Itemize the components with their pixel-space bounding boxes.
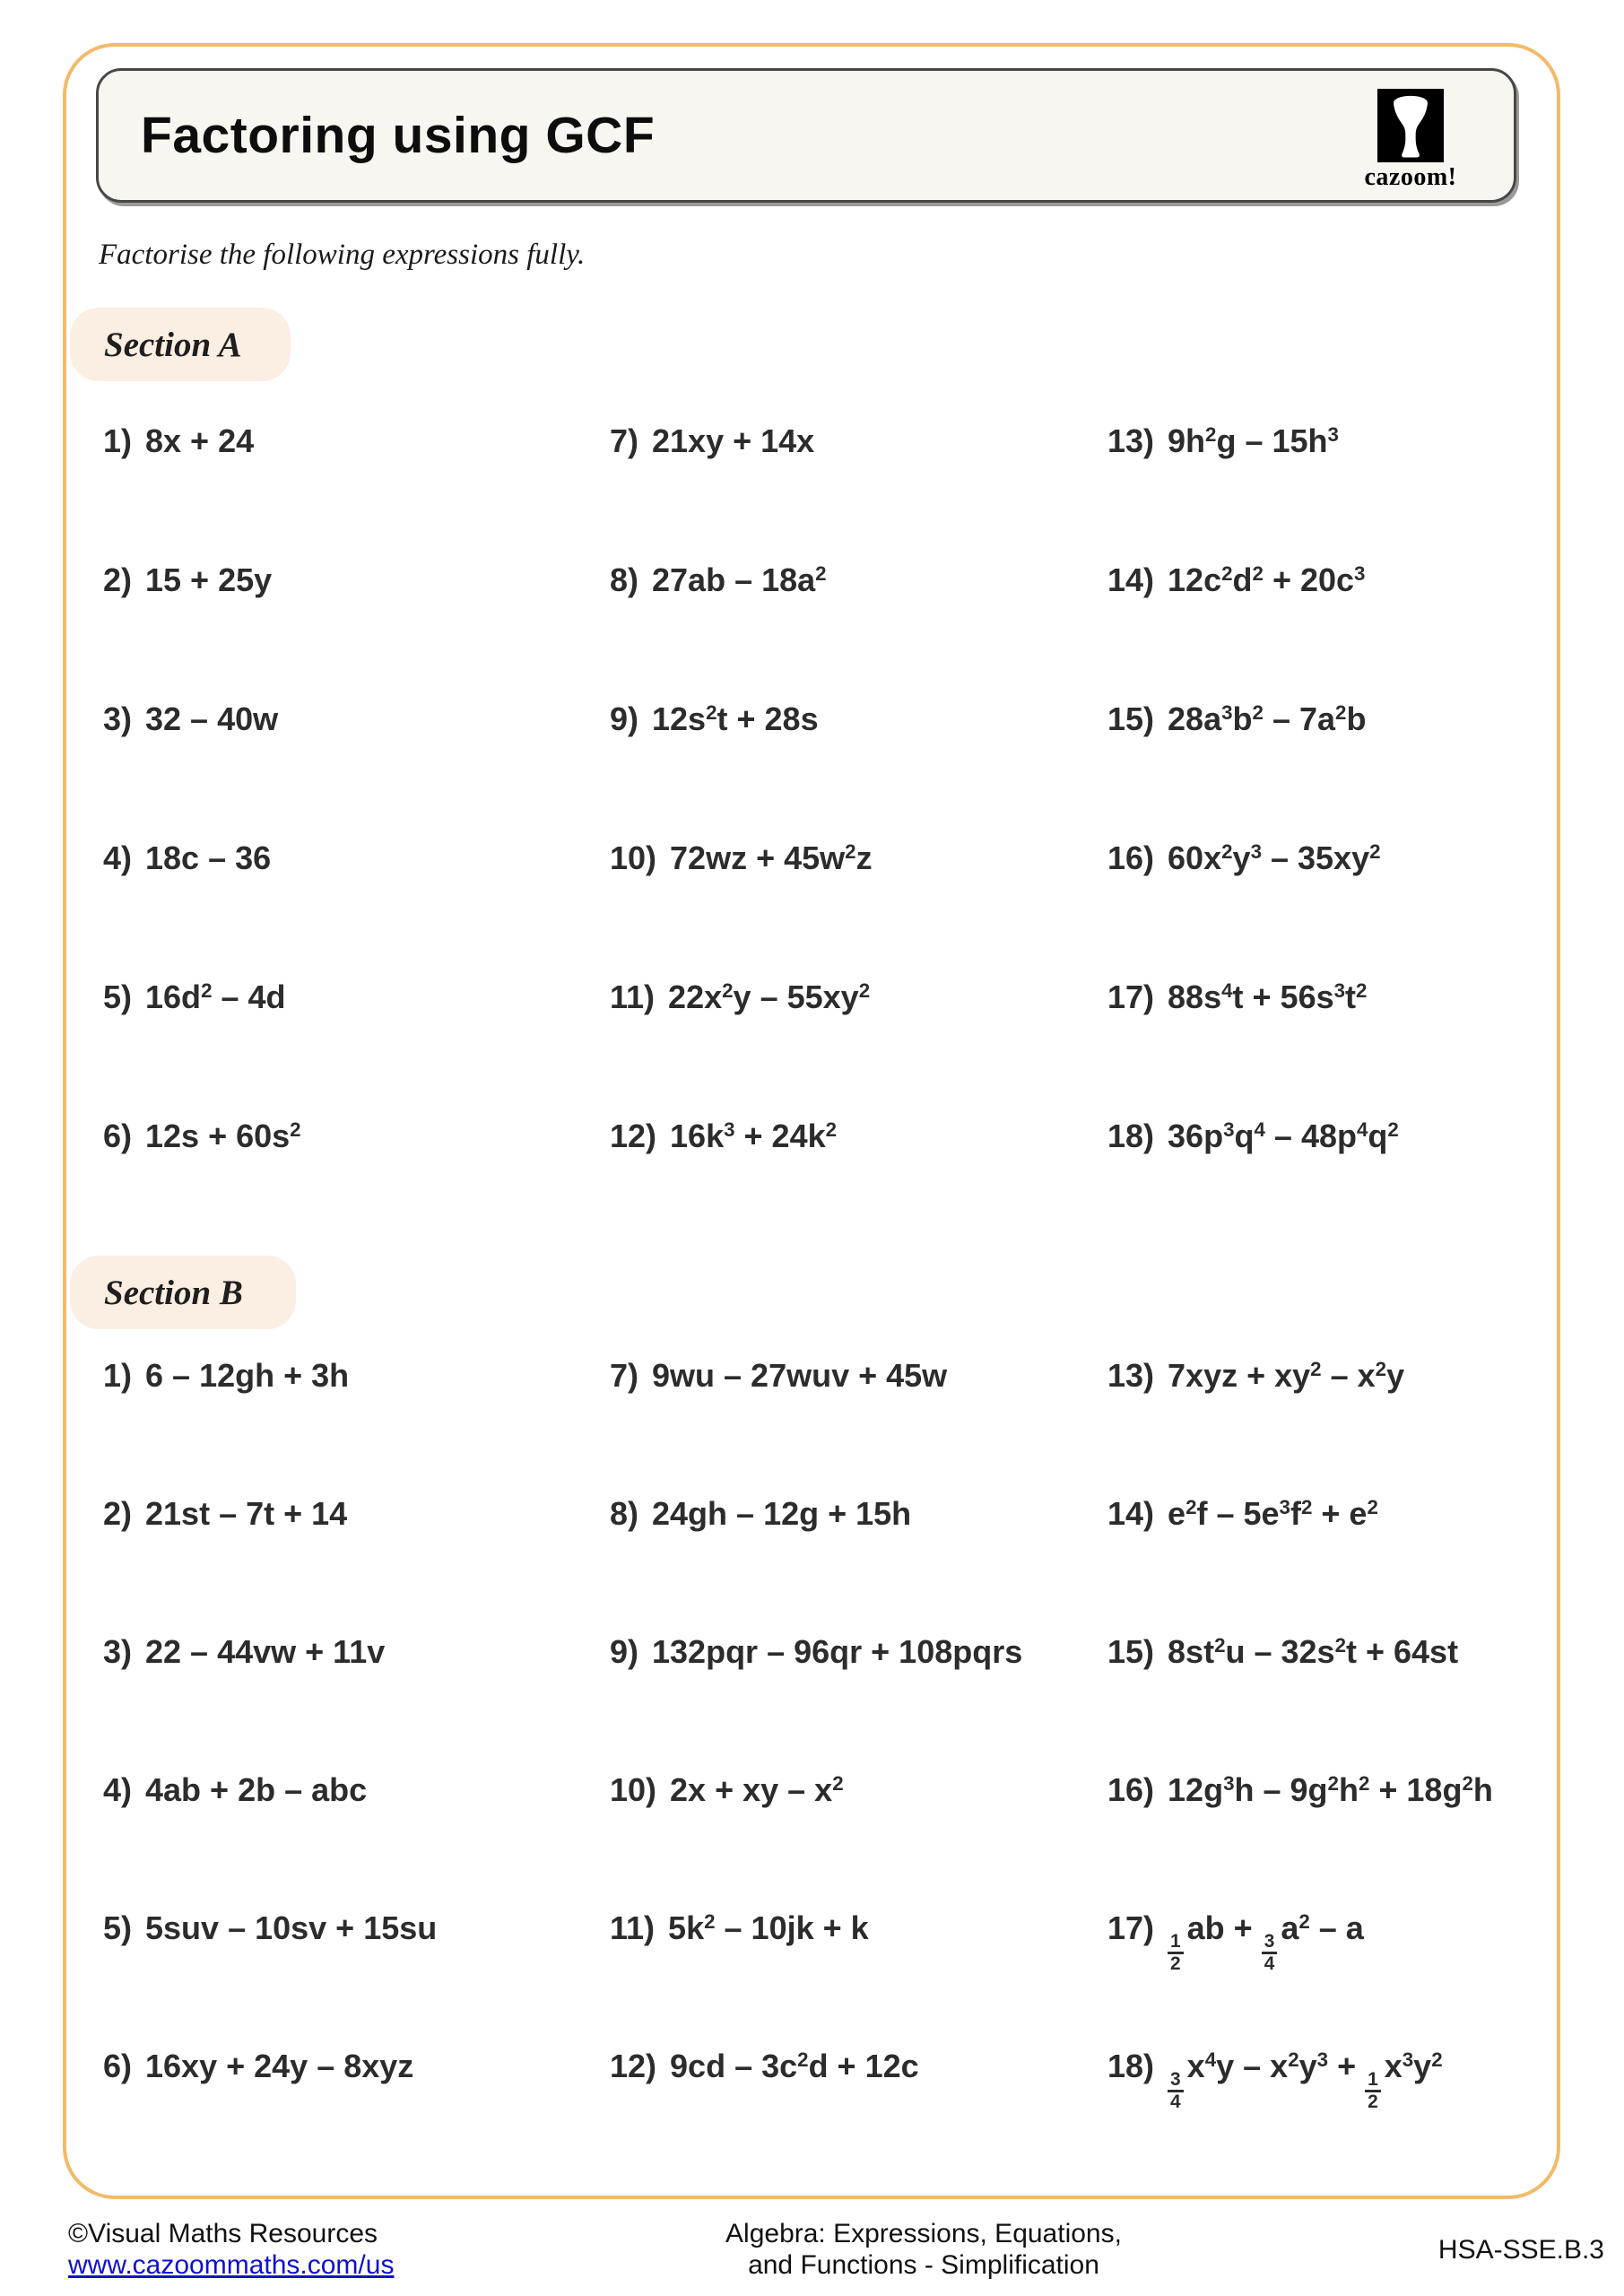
problem-expression: 21xy + 14x bbox=[652, 422, 815, 459]
fraction: $\frac{1}{2}$ bbox=[1168, 1932, 1184, 1975]
problem-expression: 5suv – 10sv + 15su bbox=[145, 1909, 438, 1946]
problem-item bbox=[103, 1632, 610, 1770]
problem-item bbox=[1107, 978, 1524, 1117]
page-title: Factoring using GCF bbox=[141, 107, 656, 164]
problem-expression: $22x^2y - 55xy^2$ bbox=[668, 978, 871, 1015]
problem-item bbox=[103, 422, 610, 561]
problem-item bbox=[103, 1770, 610, 1909]
problem-number: 15) bbox=[1107, 700, 1155, 737]
problem-number: 1) bbox=[103, 422, 133, 459]
problem-expression: $8st^2u - 32s^2t + 64st$ bbox=[1168, 1633, 1459, 1670]
problem-number: 3) bbox=[103, 1633, 133, 1670]
problem-expression: 16xy + 24y – 8xyz bbox=[145, 2048, 414, 2084]
problem-item bbox=[1107, 422, 1524, 561]
problem-item bbox=[103, 978, 610, 1117]
problem-number: 9) bbox=[610, 700, 639, 737]
problem-number: 5) bbox=[103, 978, 133, 1015]
problem-number: 10) bbox=[610, 1771, 657, 1808]
problem-number: 13) bbox=[1107, 1357, 1155, 1394]
problem-expression: $12s^2t + 28s$ bbox=[652, 700, 819, 737]
problem-number: 18) bbox=[1107, 1118, 1155, 1154]
problem-expression: 22 – 44vw + 11v bbox=[145, 1633, 386, 1670]
footer-subject-block bbox=[664, 2219, 1184, 2282]
problem-number: 16) bbox=[1107, 1771, 1155, 1808]
problem-expression: $72wz + 45w^2z$ bbox=[670, 839, 873, 876]
problem-number: 11) bbox=[610, 978, 656, 1015]
problem-number: 7) bbox=[610, 1357, 639, 1394]
copyright-text: ©Visual Maths Resources bbox=[68, 2219, 378, 2248]
problem-number: 6) bbox=[103, 2048, 133, 2084]
problem-expression: $16k^3 + 24k^2$ bbox=[670, 1118, 838, 1154]
section-b-badge bbox=[70, 1256, 296, 1329]
problem-expression: 8x + 24 bbox=[145, 422, 255, 459]
subject-line-1: Algebra: Expressions, Equations, bbox=[725, 2219, 1122, 2248]
problem-item bbox=[610, 1909, 1107, 2047]
problem-number: 4) bbox=[103, 1771, 133, 1808]
problem-item bbox=[610, 1770, 1107, 1909]
problem-expression: 4ab + 2b – abc bbox=[145, 1771, 368, 1808]
problem-expression: 9wu – 27wuv + 45w bbox=[652, 1357, 948, 1394]
problem-expression: 132pqr – 96qr + 108pqrs bbox=[652, 1633, 1023, 1670]
problem-expression: $60x^2y^3 - 35xy^2$ bbox=[1168, 839, 1381, 876]
problem-expression: $27ab - 18a^2$ bbox=[652, 561, 827, 598]
problem-expression: 2x + xy – $x^2$ bbox=[670, 1771, 844, 1808]
problem-number: 12) bbox=[610, 1118, 657, 1154]
problem-item bbox=[1107, 561, 1524, 700]
problem-expression: $7xyz + xy^2 - x^2y$ bbox=[1168, 1357, 1405, 1394]
worksheet-title-box bbox=[96, 68, 1516, 203]
problem-item bbox=[610, 978, 1107, 1117]
problem-number: 2) bbox=[103, 561, 133, 598]
fraction: $\frac{3}{4}$ bbox=[1262, 1932, 1278, 1975]
problem-item bbox=[610, 422, 1107, 561]
problem-expression: $\frac{1}{2}$ ab + $\frac{3}{4}$ $a^2$ – a bbox=[1168, 1909, 1364, 1975]
problem-expression: $9cd - 3c^2d + 12c$ bbox=[670, 2048, 919, 2084]
problem-expression: $16d^2 - 4d$ bbox=[145, 978, 286, 1015]
section-a-label: Section A bbox=[104, 325, 242, 364]
problem-item bbox=[103, 1494, 610, 1632]
subject-line-2: and Functions - Simplification bbox=[748, 2249, 1099, 2280]
problem-number: 17) bbox=[1107, 978, 1155, 1015]
problem-item bbox=[1107, 1356, 1524, 1494]
problem-number: 18) bbox=[1107, 2048, 1155, 2084]
problem-expression: $5k^2 - 10jk + k$ bbox=[668, 1909, 869, 1946]
problem-expression: $36p^3q^4 - 48p^4q^2$ bbox=[1168, 1118, 1399, 1154]
problem-item bbox=[103, 700, 610, 839]
problem-expression: 15 + 25y bbox=[145, 561, 273, 598]
problem-item bbox=[610, 700, 1107, 839]
problem-number: 16) bbox=[1107, 839, 1155, 876]
problem-number: 10) bbox=[610, 839, 657, 876]
problem-item bbox=[610, 561, 1107, 700]
section-b-problems bbox=[103, 1356, 1524, 2185]
problem-item bbox=[1107, 1909, 1524, 2047]
problem-item bbox=[610, 1356, 1107, 1494]
cazoom-website-link[interactable]: www.cazoommaths.com/us bbox=[68, 2249, 395, 2280]
problem-number: 15) bbox=[1107, 1633, 1155, 1670]
problem-item bbox=[1107, 700, 1524, 839]
problem-number: 1) bbox=[103, 1357, 133, 1394]
problem-item bbox=[1107, 839, 1524, 978]
problem-number: 2) bbox=[103, 1495, 133, 1532]
problem-item bbox=[103, 1909, 610, 2047]
problem-number: 9) bbox=[610, 1633, 639, 1670]
problem-expression: 18c – 36 bbox=[145, 839, 272, 876]
problem-item bbox=[1107, 2047, 1524, 2185]
section-b-label: Section B bbox=[104, 1273, 243, 1312]
problem-number: 12) bbox=[610, 2048, 657, 2084]
djembe-drum-icon bbox=[1377, 89, 1444, 162]
problem-item bbox=[610, 1117, 1107, 1256]
problem-item bbox=[610, 2047, 1107, 2185]
problem-expression: $12c^2d^2 + 20c^3$ bbox=[1168, 561, 1366, 598]
problem-expression: 21st – 7t + 14 bbox=[145, 1495, 348, 1532]
problem-item bbox=[103, 839, 610, 978]
problem-expression: $9h^2g - 15h^3$ bbox=[1168, 422, 1339, 459]
problem-expression: $12g^3h - 9g^2h^2 + 18g^2h$ bbox=[1168, 1771, 1493, 1808]
problem-expression: 6 – 12gh + 3h bbox=[145, 1357, 350, 1394]
cazoom-brand-text: cazoom! bbox=[1364, 163, 1457, 191]
worksheet-instruction: Factorise the following expressions fully. bbox=[99, 239, 586, 271]
problem-expression: $\frac{3}{4}$ $x^4y - x^2y^3$ + $\frac{1}{2}$ $x^3y^2$ bbox=[1168, 2047, 1443, 2113]
problem-item bbox=[103, 1117, 610, 1256]
problem-item bbox=[1107, 1117, 1524, 1256]
problem-item bbox=[103, 1356, 610, 1494]
problem-number: 5) bbox=[103, 1909, 133, 1946]
section-a-problems bbox=[103, 422, 1524, 1256]
fraction: $\frac{3}{4}$ bbox=[1168, 2070, 1184, 2113]
problem-number: 13) bbox=[1107, 422, 1155, 459]
problem-expression: $28a^3b^2 - 7a^2b$ bbox=[1168, 700, 1367, 737]
problem-number: 7) bbox=[610, 422, 639, 459]
problem-item bbox=[610, 839, 1107, 978]
problem-expression: 32 – 40w bbox=[145, 700, 279, 737]
problem-number: 4) bbox=[103, 839, 133, 876]
problem-number: 14) bbox=[1107, 561, 1155, 598]
problem-item bbox=[103, 2047, 610, 2185]
standard-code: HSA-SSE.B.3 bbox=[1437, 2235, 1604, 2265]
problem-number: 8) bbox=[610, 1495, 639, 1532]
problem-item bbox=[1107, 1494, 1524, 1632]
cazoom-logo bbox=[1352, 89, 1469, 192]
problem-expression: 24gh – 12g + 15h bbox=[652, 1495, 912, 1532]
problem-expression: $e^2f - 5e^3f^2 + e^2$ bbox=[1168, 1495, 1378, 1532]
problem-number: 14) bbox=[1107, 1495, 1155, 1532]
problem-number: 8) bbox=[610, 561, 639, 598]
fraction: $\frac{1}{2}$ bbox=[1365, 2070, 1381, 2113]
footer-copyright-block bbox=[68, 2219, 394, 2282]
problem-number: 11) bbox=[610, 1909, 656, 1946]
problem-number: 17) bbox=[1107, 1909, 1155, 1946]
problem-expression: $12s + 60s^2$ bbox=[145, 1118, 301, 1154]
problem-expression: $88s^4t + 56s^3t^2$ bbox=[1168, 978, 1368, 1015]
problem-number: 3) bbox=[103, 700, 133, 737]
problem-item bbox=[1107, 1770, 1524, 1909]
problem-item bbox=[1107, 1632, 1524, 1770]
problem-number: 6) bbox=[103, 1118, 133, 1154]
problem-item bbox=[610, 1494, 1107, 1632]
section-a-badge bbox=[70, 308, 291, 381]
problem-item bbox=[610, 1632, 1107, 1770]
problem-item bbox=[103, 561, 610, 700]
